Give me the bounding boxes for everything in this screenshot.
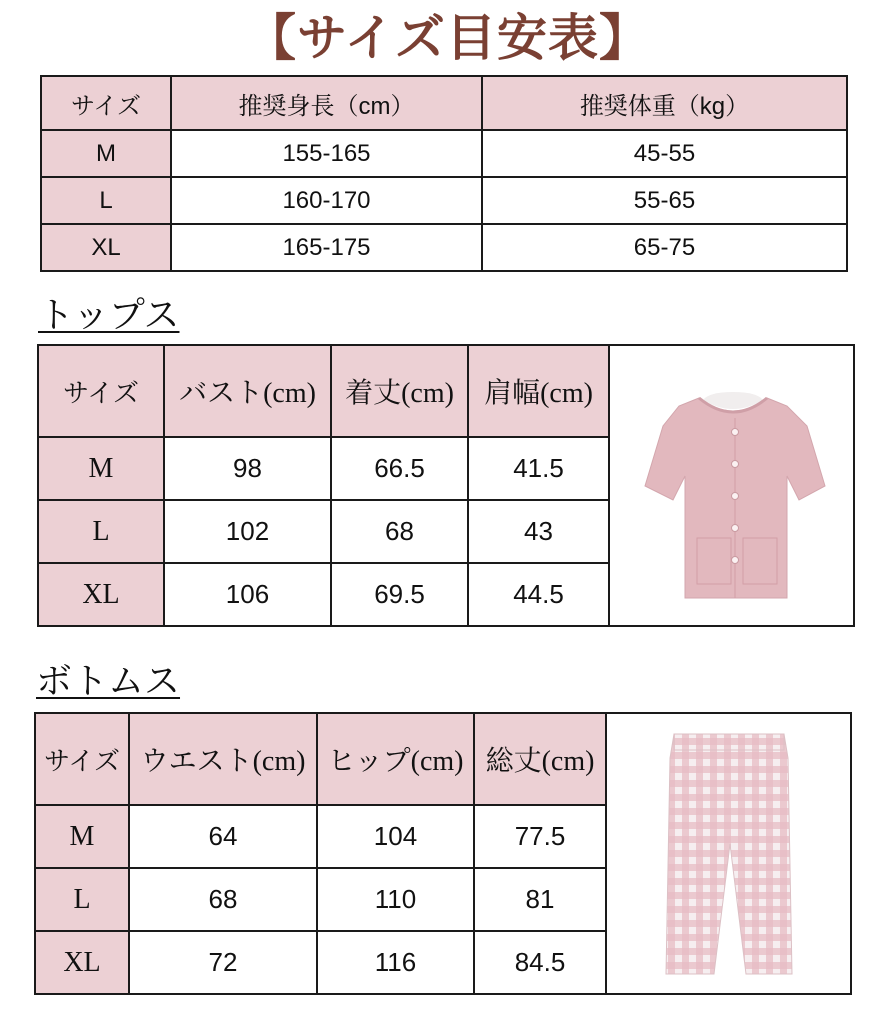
header-length: 着丈(cm)	[331, 345, 468, 437]
tops-image-cell	[609, 345, 854, 626]
size-cell: XL	[35, 931, 129, 994]
header-total-length: 総丈(cm)	[474, 713, 606, 805]
size-cell: M	[35, 805, 129, 868]
bust-cell: 106	[164, 563, 331, 626]
bust-cell: 98	[164, 437, 331, 500]
shoulder-cell: 41.5	[468, 437, 609, 500]
hip-cell: 116	[317, 931, 474, 994]
page-title: 【サイズ目安表】	[246, 9, 650, 67]
hip-cell: 104	[317, 805, 474, 868]
height-cell: 165-175	[171, 224, 482, 271]
length-cell: 68	[331, 500, 468, 563]
bottoms-section-title: ボトムス	[36, 661, 181, 702]
header-recommended-weight: 推奨体重（kg）	[482, 76, 847, 130]
size-cell: M	[41, 130, 171, 177]
shirt-image-icon	[627, 366, 837, 606]
table-row	[41, 224, 847, 271]
header-waist: ウエスト(cm)	[129, 713, 317, 805]
height-cell: 160-170	[171, 177, 482, 224]
shoulder-cell: 44.5	[468, 563, 609, 626]
header-recommended-height: 推奨身長（cm）	[171, 76, 482, 130]
weight-cell: 55-65	[482, 177, 847, 224]
header-bust: バスト(cm)	[164, 345, 331, 437]
size-cell: M	[38, 437, 164, 500]
length-cell: 77.5	[474, 805, 606, 868]
table-row	[41, 130, 847, 177]
table-header-row	[41, 76, 847, 130]
length-cell: 69.5	[331, 563, 468, 626]
length-cell: 66.5	[331, 437, 468, 500]
header-shoulder: 肩幅(cm)	[468, 345, 609, 437]
bottoms-image-cell	[606, 713, 851, 994]
header-hip: ヒップ(cm)	[317, 713, 474, 805]
header-size: サイズ	[35, 713, 129, 805]
shoulder-cell: 43	[468, 500, 609, 563]
header-size: サイズ	[41, 76, 171, 130]
size-cell: XL	[38, 563, 164, 626]
tops-section-title: トップス	[38, 295, 180, 336]
pants-image-icon	[654, 724, 804, 984]
length-cell: 81	[474, 868, 606, 931]
size-cell: L	[38, 500, 164, 563]
table-row	[41, 177, 847, 224]
table-header-row	[38, 345, 854, 437]
header-size: サイズ	[38, 345, 164, 437]
tops-size-table	[37, 344, 855, 627]
length-cell: 84.5	[474, 931, 606, 994]
weight-cell: 45-55	[482, 130, 847, 177]
weight-cell: 65-75	[482, 224, 847, 271]
size-guide-table	[40, 75, 848, 272]
size-cell: XL	[41, 224, 171, 271]
waist-cell: 72	[129, 931, 317, 994]
table-header-row	[35, 713, 851, 805]
bust-cell: 102	[164, 500, 331, 563]
hip-cell: 110	[317, 868, 474, 931]
waist-cell: 64	[129, 805, 317, 868]
bottoms-size-table	[34, 712, 852, 995]
size-cell: L	[35, 868, 129, 931]
waist-cell: 68	[129, 868, 317, 931]
height-cell: 155-165	[171, 130, 482, 177]
size-cell: L	[41, 177, 171, 224]
